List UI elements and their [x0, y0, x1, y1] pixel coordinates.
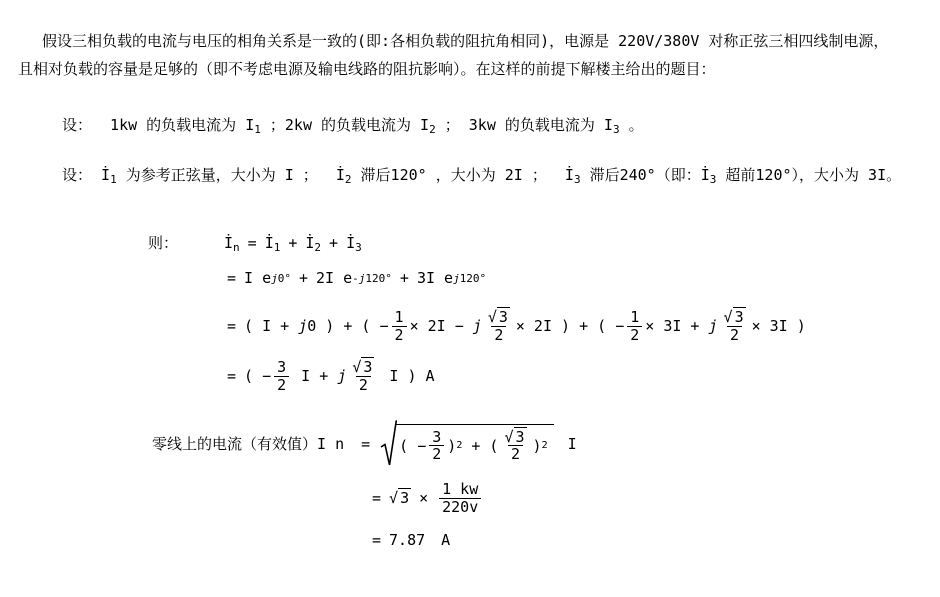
imaginary-j: j — [453, 271, 460, 285]
angle: 120° — [459, 271, 487, 285]
text-run: ) — [532, 436, 542, 455]
term-coefficient: 3I e — [416, 269, 454, 287]
numerator: 3 — [277, 358, 287, 376]
angle: 120° — [365, 271, 392, 285]
subscript-1: 1 — [273, 241, 281, 254]
imaginary-j: j — [358, 271, 366, 285]
text-run: ； 3kw 的负载电流为 I — [435, 116, 613, 134]
phasor-I1 — [265, 232, 281, 254]
text-run: + ( — [462, 436, 499, 455]
denominator: 2 — [356, 376, 371, 394]
text-run: 滞后240°（即：İ — [580, 166, 710, 184]
radicand: 3 — [400, 489, 410, 507]
denominator: 2 — [392, 326, 407, 344]
equals-sign: = — [361, 435, 371, 453]
formula-final-answer — [372, 529, 450, 551]
text-run: ) — [447, 436, 457, 455]
equals-sign: = — [227, 317, 237, 335]
fraction-three-halves — [274, 359, 289, 393]
denominator: 2 — [727, 326, 742, 344]
sqrt-sign: √ — [487, 308, 497, 326]
numerator: 1 — [394, 308, 404, 326]
intro-line-1: 假设三相负载的电流与电压的相角关系是一致的(即:各相负载的阻抗角相同)，电源是 220V/380V 对称正弦三相四线制电源， — [42, 32, 889, 50]
subscript-2: 2 — [429, 123, 436, 136]
imaginary-j: j — [472, 317, 482, 335]
formula-exponential-form — [227, 262, 486, 294]
subscript-3: 3 — [573, 173, 581, 186]
setup-phasors-line — [62, 164, 901, 186]
plus-sign: + — [399, 269, 409, 287]
imaginary-j: j — [298, 317, 308, 335]
text-run: 滞后120° ，大小为 2I ； İ — [351, 166, 574, 184]
plus-sign: + — [329, 234, 339, 252]
phasor-I3 — [346, 232, 362, 254]
sqrt-sign: √ — [504, 427, 514, 446]
phasor-I: İ — [305, 234, 315, 252]
exponent — [453, 273, 486, 284]
equals-sign: = — [372, 489, 382, 507]
phasor-In — [224, 232, 240, 254]
text-run: 0 ) + ( − — [307, 317, 389, 335]
formula-neutral-sum — [148, 232, 362, 254]
imaginary-j: j — [708, 317, 718, 335]
text-run: I + — [292, 367, 338, 385]
fraction-sqrt3-over-2 — [501, 429, 529, 463]
text-run: 超前120°），大小为 3I。 — [716, 166, 902, 184]
text-run: 设： 1kw 的负载电流为 I — [62, 116, 255, 134]
sqrt-sign: √ — [389, 489, 399, 507]
denominator: 2 — [491, 326, 506, 344]
fraction-sqrt3-over-2 — [349, 359, 377, 393]
numerator: 1 kw — [442, 480, 479, 498]
subscript-1: 1 — [254, 123, 261, 136]
subscript-n: n — [233, 241, 240, 254]
subscript-1: 1 — [110, 173, 117, 186]
numerator — [485, 309, 513, 326]
radicand: 3 — [515, 427, 525, 446]
fraction-one-half — [627, 309, 642, 343]
subscript-2: 2 — [314, 241, 322, 254]
equals-sign: = — [227, 269, 237, 287]
fraction-sqrt3-over-2 — [485, 309, 513, 343]
text-run: 为参考正弦量，大小为 I ； İ — [116, 166, 345, 184]
fraction-sqrt3-over-2 — [721, 309, 749, 343]
text-run: 。 — [619, 116, 644, 134]
numerator — [721, 309, 749, 326]
phasor-I: İ — [346, 234, 356, 252]
subscript-3: 3 — [355, 241, 362, 254]
formula-rms-neutral-current — [152, 418, 577, 470]
text-run: × 2I ) + ( − — [515, 317, 625, 335]
text-run: I ) A — [380, 367, 435, 385]
numerator — [349, 359, 377, 376]
subscript-2: 2 — [344, 173, 352, 186]
text-run: ( − — [399, 436, 427, 455]
text-run: 设： İ — [62, 166, 111, 184]
fraction-three-halves — [429, 429, 444, 463]
formula-rectangular-form — [227, 303, 806, 349]
denominator: 2 — [274, 376, 289, 394]
radicand: 3 — [498, 308, 508, 326]
exponent — [271, 273, 291, 284]
plus-sign: + — [299, 269, 309, 287]
current-symbol: I — [567, 435, 577, 453]
term-coefficient: I e — [244, 269, 272, 287]
imaginary-j: j — [337, 367, 347, 385]
angle: 0° — [277, 271, 291, 285]
phasor-I: İ — [224, 234, 234, 252]
imaginary-j: j — [271, 271, 278, 285]
phasor-I: İ — [264, 234, 274, 252]
setup-load-currents-line — [62, 114, 644, 136]
times-sign: × — [419, 489, 429, 507]
rms-label: 零线上的电流（有效值）I n — [152, 435, 354, 453]
numerator: 3 — [432, 427, 442, 446]
text-run: ；2kw 的负载电流为 I — [260, 116, 430, 134]
phasor-I2 — [305, 232, 321, 254]
subscript-3: 3 — [709, 173, 717, 186]
numerator — [501, 429, 529, 446]
text-run: × 3I + — [645, 317, 709, 335]
text-run: ( I + — [244, 317, 299, 335]
sqrt-sign: √ — [352, 358, 362, 376]
denominator: 2 — [429, 445, 444, 463]
formula-numeric-substitution — [372, 474, 484, 522]
then-label: 则： — [148, 234, 179, 252]
text-run: ( − — [244, 367, 272, 385]
fraction-power-over-voltage — [439, 481, 481, 515]
equals-sign: = — [247, 234, 257, 252]
formula-simplified-result — [227, 353, 435, 399]
equals-sign: = — [227, 367, 237, 385]
superscript-2: 2 — [541, 439, 548, 451]
answer-unit: A — [441, 531, 451, 549]
sqrt-three — [389, 487, 411, 509]
negative-sign: - — [352, 271, 359, 285]
intro-line-2: 且相对负载的容量是足够的（即不考虑电源及输电线路的阻抗影响）。在这样的前提下解楼主给出的题目： — [18, 60, 716, 78]
text-run: × 2I − — [409, 317, 473, 335]
plus-sign: + — [288, 234, 298, 252]
radicand: 3 — [363, 358, 373, 376]
equals-sign: = — [372, 531, 382, 549]
superscript-2: 2 — [456, 439, 463, 451]
radicand: 3 — [734, 308, 744, 326]
subscript-3: 3 — [612, 123, 620, 136]
text-run: × 3I ) — [751, 317, 806, 335]
sqrt-sign: √ — [723, 308, 733, 326]
square-root — [380, 420, 553, 468]
exponent — [352, 273, 392, 284]
denominator: 2 — [508, 445, 523, 463]
denominator: 2 — [627, 326, 642, 344]
numerator: 1 — [630, 308, 640, 326]
radicand-group — [395, 424, 553, 465]
answer-value: 7.87 — [389, 531, 426, 549]
denominator: 220v — [439, 498, 481, 516]
fraction-one-half — [392, 309, 407, 343]
term-coefficient: 2I e — [316, 269, 353, 287]
